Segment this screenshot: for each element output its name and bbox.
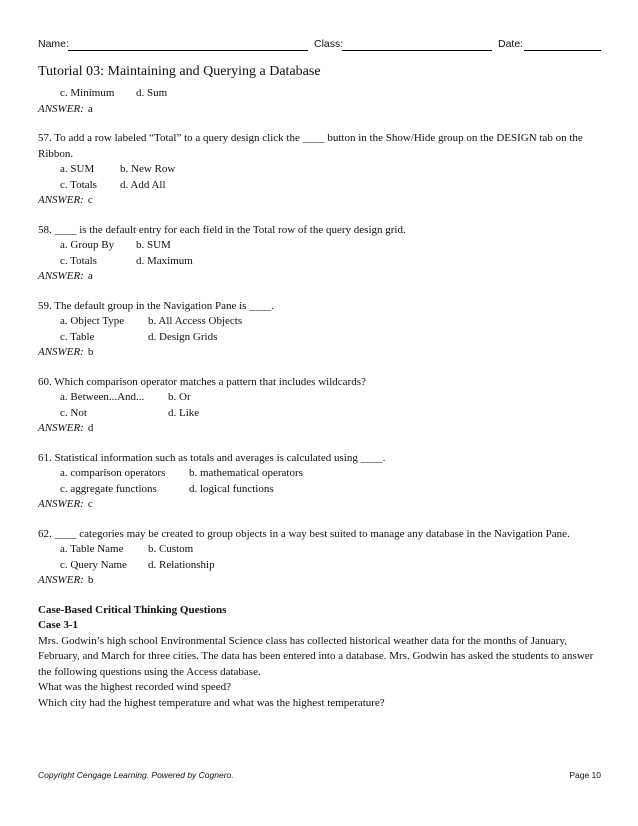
answer-label: ANSWER: — [38, 422, 84, 434]
option-c: c. Totals — [60, 178, 97, 191]
option-b: b. New Row — [120, 163, 176, 175]
name-field-line[interactable] — [68, 50, 308, 51]
answer-label: ANSWER: — [38, 498, 84, 510]
question-57: 57. To add a row labeled “Total” to a query design click the ____ button in the Show/Hide group on the DESIGN tab on the Ribbon. — [38, 132, 583, 160]
case-question: What was the highest recorded wind speed? — [38, 681, 232, 693]
question-62: 62. ____ categories may be created to group objects in a way best suited to manage any database in the Navigation Pane. — [38, 527, 570, 540]
page-title: Tutorial 03: Maintaining and Querying a Database — [38, 64, 321, 79]
option-d: d. Relationship — [148, 558, 215, 571]
question-59: 59. The default group in the Navigation Pane is ____. — [38, 299, 274, 312]
option-d: d. Sum — [136, 87, 168, 99]
name-label: Name: — [38, 38, 69, 50]
answer-line — [38, 193, 608, 209]
answer-value: c — [87, 498, 93, 510]
option-c: c. Query Name — [60, 558, 127, 571]
option-b: b. Or — [168, 391, 191, 403]
question-60: 60. Which comparison operator matches a pattern that includes wildcards? — [38, 375, 366, 388]
option-row — [38, 162, 608, 178]
option-row — [38, 466, 608, 482]
option-c: c. Table — [60, 330, 95, 343]
copyright-text: Copyright Cengage Learning. Powered by Cognero. — [38, 770, 234, 780]
case-section-heading: Case-Based Critical Thinking Questions — [38, 603, 227, 616]
option-d: d. Like — [168, 406, 200, 419]
answer-value: b — [87, 574, 94, 586]
option-b: b. Custom — [148, 543, 194, 555]
option-b: b. mathematical operators — [189, 467, 303, 479]
question-58: 58. ____ is the default entry for each field in the Total row of the query design grid. — [38, 223, 406, 236]
option-row — [38, 330, 608, 346]
option-c: c. aggregate functions — [60, 482, 157, 495]
option-a: a. SUM — [60, 163, 95, 175]
answer-value: a — [87, 102, 93, 115]
answer-label: ANSWER: — [38, 574, 84, 586]
option-row — [38, 238, 608, 254]
option-a: a. comparison operators — [60, 467, 166, 479]
option-c: c. Totals — [60, 254, 97, 267]
option-b: b. All Access Objects — [148, 315, 243, 327]
option-row — [38, 390, 608, 406]
date-field-line[interactable] — [524, 50, 601, 51]
option-a: a. Between...And... — [60, 391, 145, 403]
option-a: a. Table Name — [60, 543, 124, 555]
option-row — [38, 314, 608, 330]
answer-label: ANSWER: — [38, 102, 84, 115]
option-row — [38, 178, 608, 194]
option-row — [38, 558, 608, 574]
answer-value: d — [87, 422, 94, 434]
answer-value: c — [87, 194, 93, 206]
option-row — [38, 86, 608, 102]
worksheet-header — [38, 38, 601, 52]
option-row — [38, 254, 608, 270]
answer-line — [38, 573, 608, 589]
option-row — [38, 542, 608, 558]
answer-line — [38, 497, 608, 513]
answer-label: ANSWER: — [38, 194, 84, 206]
option-a: a. Object Type — [60, 315, 125, 327]
class-label: Class: — [314, 38, 344, 50]
option-d: d. Add All — [120, 178, 166, 191]
class-field-line[interactable] — [342, 50, 492, 51]
case-body: Mrs. Godwin’s high school Environmental Science class has collected historical weather data for the months of January, February, and March for three cities. The data has been entered into a database. Mrs. Godwin has asked the students to answer the following questions using the Access database. — [38, 634, 594, 678]
option-d: d. logical functions — [189, 482, 274, 495]
question-list — [38, 86, 608, 711]
question-61: 61. Statistical information such as totals and averages is calculated using ____. — [38, 451, 386, 464]
answer-value: a — [87, 270, 93, 282]
option-a: a. Group By — [60, 239, 115, 251]
answer-line — [38, 269, 608, 285]
answer-label: ANSWER: — [38, 346, 84, 358]
option-d: d. Maximum — [136, 254, 193, 267]
option-c: c. Minimum — [60, 87, 115, 99]
answer-label: ANSWER: — [38, 270, 84, 282]
option-row — [38, 406, 608, 422]
case-subheading: Case 3-1 — [38, 619, 79, 631]
option-b: b. SUM — [136, 239, 171, 251]
answer-value: b — [87, 346, 94, 358]
page-number: Page 10 — [569, 770, 601, 780]
answer-line — [38, 345, 608, 361]
option-c: c. Not — [60, 406, 87, 419]
case-question: Which city had the highest temperature and what was the highest temperature? — [38, 696, 385, 709]
option-d: d. Design Grids — [148, 330, 218, 343]
date-label: Date: — [498, 38, 524, 50]
answer-line — [38, 421, 608, 437]
option-row — [38, 482, 608, 498]
answer-line — [38, 102, 608, 118]
